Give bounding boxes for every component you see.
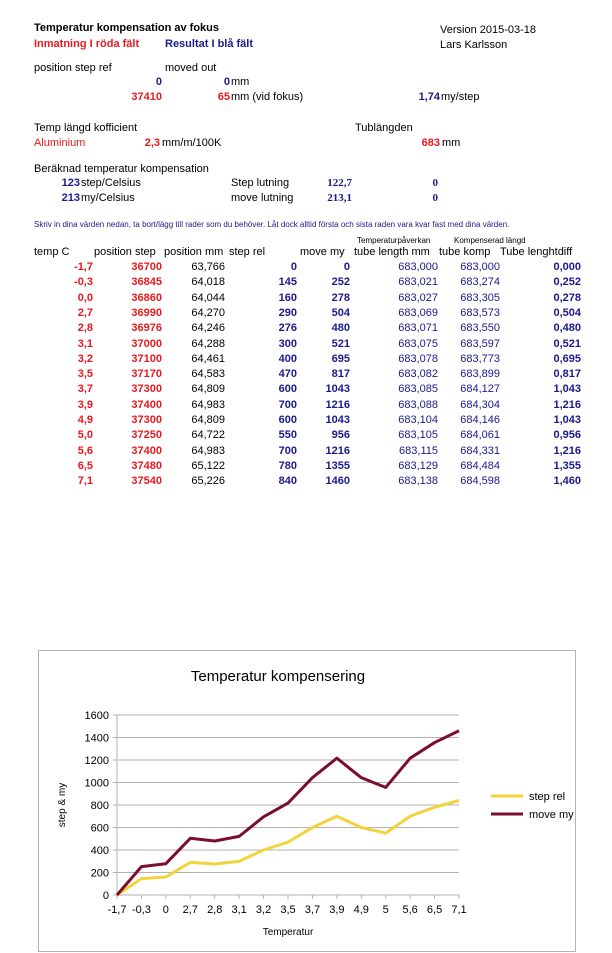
cell-tube-komp: 683,899: [460, 368, 500, 381]
x-tick-label: 3,9: [329, 904, 345, 916]
cell-tube-komp: 683,773: [460, 352, 500, 365]
cell-tube-length: 683,078: [398, 352, 438, 365]
cell-step-rel: 160: [278, 291, 297, 304]
cell-tube-diff: 0,956: [553, 429, 581, 442]
cell-tube-length: 683,075: [398, 337, 438, 350]
col-header-move-my: move my: [300, 246, 345, 258]
col-header-position-mm: position mm: [164, 246, 224, 258]
cell-tube-length: 683,105: [398, 429, 438, 442]
cell-step-rel: 290: [278, 306, 297, 319]
cell-move-my: 956: [331, 429, 350, 442]
cell-tube-komp: 683,597: [460, 337, 500, 350]
cell-position-mm: 64,044: [191, 291, 225, 304]
x-tick-label: 2,8: [207, 904, 223, 916]
y-tick-label: 600: [90, 822, 109, 835]
step-lutning-label: Step lutning: [231, 177, 290, 189]
y-tick-label: 1200: [84, 755, 109, 767]
cell-tube-diff: 0,000: [553, 261, 581, 273]
cell-move-my: 278: [331, 291, 350, 304]
step-lutning-extra: 0: [432, 177, 438, 189]
cell-tube-length: 683,082: [398, 368, 438, 381]
focus-mm-unit: mm (vid fokus): [231, 91, 304, 103]
material-input[interactable]: Aluminium: [34, 137, 86, 149]
cell-temp-c[interactable]: 3,7: [77, 383, 93, 396]
cell-temp-c[interactable]: -0,3: [74, 276, 93, 289]
cell-tube-komp: 683,550: [460, 322, 500, 335]
series-line-step-rel: [117, 801, 459, 896]
cell-tube-diff: 0,252: [553, 276, 581, 289]
cell-position-mm: 64,270: [191, 306, 225, 319]
cell-position-mm: 65,226: [191, 475, 225, 488]
cell-tube-length: 683,115: [399, 444, 438, 457]
cell-position-step[interactable]: 37000: [131, 337, 162, 350]
cell-tube-diff: 0,278: [553, 291, 581, 304]
cell-tube-diff: 0,695: [553, 352, 581, 365]
line-chart: [39, 651, 575, 951]
label-tube-length: Tublängden: [355, 122, 413, 134]
cell-tube-diff: 0,521: [553, 337, 581, 350]
col-header-temp: temp C: [34, 246, 70, 258]
cell-move-my: 0: [343, 261, 350, 273]
cell-position-mm: 64,809: [191, 414, 225, 426]
col-header-position-step: position step: [94, 246, 156, 258]
x-tick-label: 3,7: [304, 904, 321, 916]
label-temp-coeff: Temp längd kofficient: [34, 122, 138, 134]
cell-tube-diff: 1,216: [553, 444, 581, 457]
cell-tube-length: 683,088: [398, 398, 438, 411]
cell-position-mm: 63,766: [191, 261, 225, 273]
cell-tube-komp: 684,484: [460, 459, 500, 472]
cell-move-my: 817: [331, 368, 350, 381]
cell-move-my: 504: [331, 306, 350, 319]
chart-title: Temperatur kompensering: [190, 668, 366, 685]
cell-temp-c[interactable]: 2,8: [77, 322, 93, 335]
cell-tube-diff: 0,504: [553, 306, 581, 319]
cell-position-mm: 64,983: [191, 444, 225, 457]
cell-step-rel: 400: [278, 352, 297, 365]
cell-tube-diff: 0,817: [553, 368, 581, 381]
coeff-input[interactable]: 2,3: [144, 137, 160, 149]
step-per-c-unit: step/Celsius: [81, 177, 141, 189]
x-tick-label: 3,5: [280, 904, 296, 916]
cell-tube-komp: 683,274: [460, 276, 500, 289]
move-lutning-extra: 0: [432, 192, 438, 204]
cell-position-mm: 64,583: [191, 368, 225, 381]
cell-step-rel: 470: [278, 368, 297, 381]
move-lutning-value: 213,1: [327, 192, 352, 204]
cell-step-rel: 600: [278, 383, 297, 396]
cell-temp-c[interactable]: 5,0: [77, 429, 93, 442]
chart-frame: [38, 650, 576, 952]
cell-position-mm: 64,983: [191, 398, 225, 411]
super-header-temp: Temperaturpåverkan: [357, 236, 431, 245]
col-header-step-rel: step rel: [229, 246, 266, 258]
cell-tube-komp: 683,000: [460, 261, 500, 273]
cell-temp-c[interactable]: 7,1: [77, 475, 93, 488]
cell-tube-komp: 683,573: [460, 306, 500, 319]
label-moved-out: moved out: [165, 62, 217, 74]
cell-step-rel: 0: [290, 261, 297, 273]
my-per-step-unit: my/step: [441, 91, 480, 103]
cell-position-step[interactable]: 36976: [131, 322, 162, 335]
x-tick-label: 3,2: [255, 904, 272, 916]
coeff-unit: mm/m/100K: [162, 137, 222, 149]
cell-position-step[interactable]: 37400: [131, 398, 162, 411]
cell-tube-komp: 683,305: [460, 291, 500, 304]
cell-move-my: 1043: [325, 414, 350, 426]
cell-position-mm: 65,122: [191, 459, 225, 472]
focus-step-input[interactable]: 37410: [131, 91, 162, 103]
cell-temp-c[interactable]: 6,5: [77, 459, 93, 472]
step-lutning-value: 122,7: [327, 177, 352, 189]
tube-length-unit: mm: [442, 137, 461, 149]
cell-tube-length: 683,000: [398, 261, 438, 273]
move-lutning-label: move lutning: [231, 192, 294, 204]
cell-tube-diff: 1,216: [553, 398, 581, 411]
cell-position-step[interactable]: 37540: [131, 475, 162, 488]
cell-step-rel: 700: [278, 398, 297, 411]
cell-tube-komp: 684,061: [460, 429, 500, 442]
x-axis-label: Temperatur: [262, 927, 314, 938]
my-per-c-value: 213: [61, 192, 80, 204]
x-tick-label: 5: [382, 904, 389, 916]
label-computed: Beräknad temperatur kompensation: [34, 163, 209, 175]
cell-temp-c[interactable]: 3,1: [77, 337, 93, 350]
cell-tube-diff: 1,355: [553, 459, 581, 472]
cell-tube-diff: 1,043: [553, 383, 581, 396]
cell-tube-komp: 684,331: [460, 444, 500, 457]
cell-tube-length: 683,104: [398, 414, 438, 426]
cell-step-rel: 300: [278, 337, 297, 350]
my-per-c-unit: my/Celsius: [81, 192, 135, 204]
my-per-step-value: 1,74: [418, 91, 440, 103]
cell-position-step[interactable]: 37170: [131, 368, 162, 381]
cell-step-rel: 550: [278, 429, 297, 442]
cell-position-step[interactable]: 36990: [131, 306, 162, 319]
x-tick-label: 2,7: [182, 904, 198, 916]
sheet-title: Temperatur kompensation av fokus: [34, 22, 220, 34]
cell-tube-diff: 0,480: [553, 322, 581, 335]
cell-position-mm: 64,246: [191, 322, 225, 335]
cell-move-my: 1355: [325, 459, 350, 472]
cell-tube-length: 683,069: [398, 306, 438, 319]
version-text: Version 2015-03-18: [440, 24, 537, 36]
cell-position-mm: 64,018: [191, 276, 225, 289]
cell-move-my: 695: [331, 352, 350, 365]
cell-move-my: 480: [331, 322, 350, 335]
cell-temp-c[interactable]: 2,7: [77, 306, 93, 319]
cell-move-my: 521: [331, 337, 350, 350]
cell-step-rel: 145: [278, 276, 297, 289]
cell-position-mm: 64,722: [191, 429, 225, 442]
x-tick-label: 4,9: [353, 904, 369, 916]
ref-mm-unit: mm: [231, 76, 250, 88]
cell-tube-length: 683,027: [398, 291, 438, 304]
author-text: Lars Karlsson: [440, 39, 508, 51]
cell-position-step[interactable]: 36845: [131, 276, 162, 289]
cell-temp-c[interactable]: 0,0: [77, 291, 93, 304]
x-tick-label: 7,1: [451, 904, 467, 916]
ref-step-value: 0: [155, 76, 162, 88]
tube-length-input[interactable]: 683: [421, 137, 440, 149]
cell-tube-length: 683,085: [398, 383, 438, 396]
result-note: Resultat I blå fält: [165, 38, 254, 50]
label-step-ref: position step ref: [34, 62, 112, 74]
cell-tube-length: 683,138: [398, 475, 438, 488]
cell-position-mm: 64,809: [191, 383, 225, 396]
x-tick-label: -0,3: [131, 904, 151, 916]
cell-step-rel: 276: [278, 322, 297, 335]
cell-temp-c[interactable]: 5,6: [77, 444, 93, 457]
x-tick-label: 5,6: [402, 904, 418, 916]
cell-position-step[interactable]: 36860: [131, 291, 162, 304]
super-header-komp: Kompenserad längd: [454, 236, 526, 245]
legend-label: step rel: [529, 791, 566, 803]
col-header-tube-length: tube length mm: [354, 246, 430, 258]
cell-tube-length: 683,071: [398, 322, 438, 335]
cell-tube-komp: 684,127: [460, 383, 500, 396]
y-tick-label: 1400: [84, 732, 109, 745]
cell-temp-c[interactable]: 3,5: [77, 368, 93, 381]
cell-position-mm: 64,288: [191, 337, 225, 350]
series-line-move-my: [117, 731, 459, 895]
x-tick-label: 3,1: [231, 904, 247, 916]
y-tick-label: 1000: [84, 777, 109, 790]
cell-temp-c[interactable]: 3,2: [77, 352, 93, 365]
cell-position-step[interactable]: 37300: [131, 383, 162, 396]
ref-mm-value: 0: [223, 76, 230, 88]
cell-step-rel: 700: [278, 444, 297, 457]
step-per-c-value: 123: [61, 177, 80, 189]
y-axis-label: step & my: [57, 782, 68, 828]
cell-position-mm: 64,461: [191, 352, 225, 365]
x-tick-label: 0: [162, 904, 169, 916]
cell-temp-c[interactable]: 4,9: [77, 414, 93, 426]
cell-temp-c[interactable]: 3,9: [77, 398, 93, 411]
cell-tube-komp: 684,304: [460, 398, 500, 411]
instructions-text: Skriv in dina värden nedan, ta bort/lägg till rader som du behöver. Låt dock alltid första och sista raden vara kvar fast med dina värden.: [34, 220, 510, 229]
cell-move-my: 1043: [325, 383, 350, 396]
cell-move-my: 1460: [325, 475, 350, 488]
cell-position-step[interactable]: 37400: [131, 444, 162, 457]
input-note: Inmatning I röda fält: [34, 38, 140, 50]
cell-position-step[interactable]: 37100: [131, 352, 162, 365]
cell-move-my: 1216: [325, 444, 350, 457]
y-tick-label: 200: [90, 867, 109, 880]
cell-step-rel: 840: [278, 475, 297, 488]
cell-tube-length: 683,129: [398, 459, 438, 472]
cell-tube-length: 683,021: [398, 276, 438, 289]
y-tick-label: 1600: [84, 710, 109, 722]
cell-position-step[interactable]: 37480: [131, 459, 162, 472]
y-tick-label: 800: [90, 800, 109, 812]
cell-position-step[interactable]: 37300: [131, 414, 162, 426]
cell-step-rel: 780: [278, 459, 297, 472]
y-tick-label: 0: [102, 890, 109, 902]
x-tick-label: -1,7: [107, 904, 127, 916]
cell-temp-c[interactable]: -1,7: [74, 261, 93, 273]
cell-tube-komp: 684,146: [460, 414, 500, 426]
col-header-tube-diff: Tube lenghtdiff: [500, 246, 573, 258]
y-tick-label: 400: [90, 845, 109, 857]
cell-step-rel: 600: [278, 414, 297, 426]
cell-position-step[interactable]: 37250: [131, 429, 162, 442]
cell-position-step[interactable]: 36700: [131, 261, 162, 273]
cell-tube-diff: 1,460: [553, 475, 581, 488]
focus-mm-input[interactable]: 65: [217, 91, 230, 103]
cell-move-my: 252: [331, 276, 350, 289]
cell-tube-diff: 1,043: [553, 414, 581, 426]
cell-tube-komp: 684,598: [460, 475, 500, 488]
x-tick-label: 6,5: [426, 904, 443, 916]
cell-move-my: 1216: [325, 398, 350, 411]
legend-label: move my: [529, 809, 574, 821]
col-header-tube-komp: tube komp: [439, 246, 491, 258]
